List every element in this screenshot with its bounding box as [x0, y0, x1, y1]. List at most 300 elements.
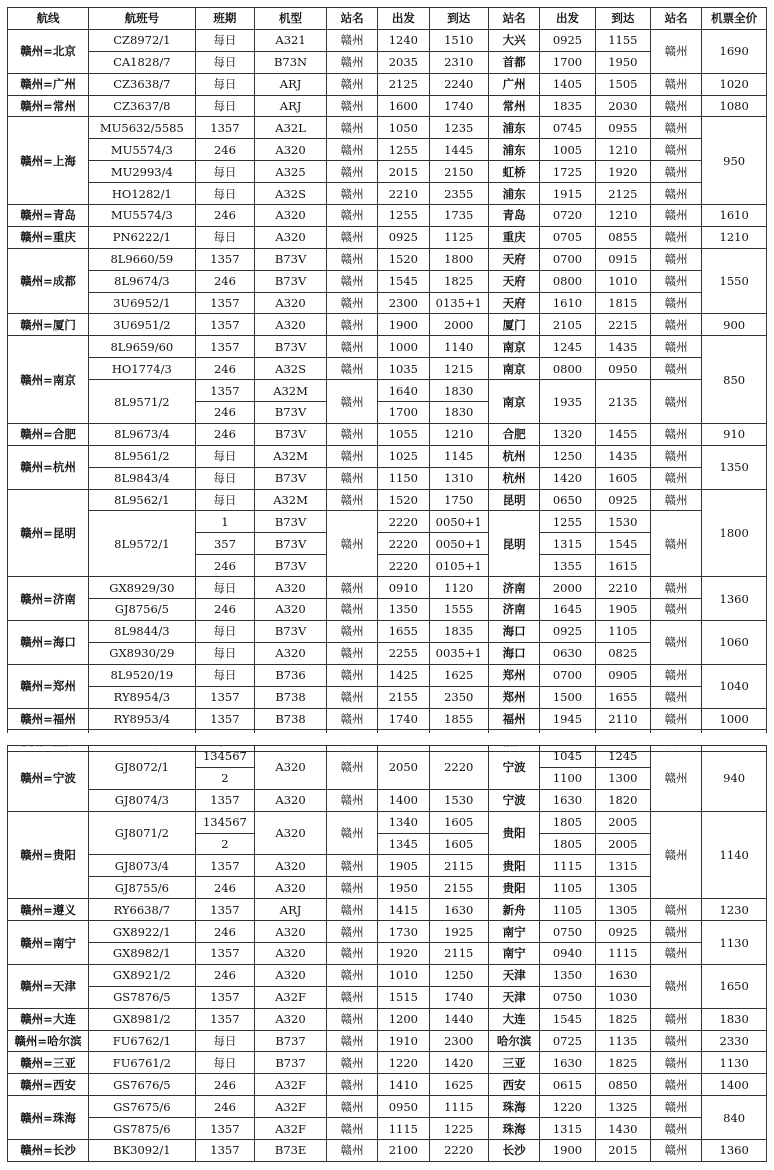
table-cell: 每日	[195, 577, 254, 599]
header-row	[8, 8, 767, 30]
table-cell: 赣州	[326, 599, 377, 621]
route-cell: 赣州=南宁	[8, 921, 89, 965]
table-cell: 1357	[195, 336, 254, 358]
table-cell: 1935	[540, 380, 595, 424]
table-row	[8, 270, 767, 292]
table-row	[8, 226, 767, 248]
table-cell: 0950	[595, 358, 650, 380]
table-row	[8, 423, 767, 445]
table-cell: 赣州	[326, 1008, 377, 1030]
table-cell: 1615	[595, 555, 650, 577]
table-row	[8, 1074, 767, 1096]
table-row	[8, 445, 767, 467]
table-cell: 赣州	[651, 943, 702, 965]
table-cell: 1605	[429, 833, 488, 855]
table-row	[8, 599, 767, 621]
table-cell: 赣州	[651, 467, 702, 489]
table-cell: 赣州	[326, 445, 377, 467]
table-cell: 1520	[378, 248, 429, 270]
table-cell: 1825	[595, 1008, 650, 1030]
table-cell: MU5574/3	[89, 205, 196, 227]
table-cell: FU6761/2	[89, 1052, 196, 1074]
table-cell: 1255	[540, 511, 595, 533]
table-cell: 赣州	[326, 899, 377, 921]
station-cell: 大兴	[489, 29, 540, 51]
table-cell: 1605	[595, 467, 650, 489]
table-cell: 0925	[540, 29, 595, 51]
table-row	[8, 29, 767, 51]
table-cell: 0955	[595, 117, 650, 139]
column-header: 机票全价	[702, 8, 767, 30]
table-cell: 0105+1	[429, 555, 488, 577]
table-cell: 赣州	[651, 183, 702, 205]
table-cell: 2310	[429, 51, 488, 73]
table-cell: 2300	[429, 1030, 488, 1052]
route-cell: 赣州=大连	[8, 1008, 89, 1030]
table-cell: 1920	[595, 161, 650, 183]
table-cell: 1357	[195, 708, 254, 730]
table-cell: 246	[195, 205, 254, 227]
table-cell: 1045	[540, 746, 595, 768]
table-cell: 赣州	[326, 986, 377, 1008]
table-cell: B73N	[255, 51, 327, 73]
table-cell: 赣州	[651, 489, 702, 511]
table-cell: 0850	[595, 1074, 650, 1096]
fare-cell: 1830	[702, 1008, 767, 1030]
table-cell: 1500	[540, 686, 595, 708]
table-cell: 1420	[429, 1052, 488, 1074]
table-cell: 2015	[595, 1140, 650, 1162]
table-cell: 1645	[540, 599, 595, 621]
table-cell: 1357	[195, 117, 254, 139]
table-cell: 赣州	[326, 1096, 377, 1118]
fare-cell: 1360	[702, 1140, 767, 1162]
table-cell: B73V	[255, 270, 327, 292]
station-cell: 浦东	[489, 183, 540, 205]
table-cell: ARJ	[255, 73, 327, 95]
station-cell: 天津	[489, 986, 540, 1008]
station-cell: 珠海	[489, 1096, 540, 1118]
table-cell: 每日	[195, 1030, 254, 1052]
table-row	[8, 117, 767, 139]
table-cell: A32F	[255, 1074, 327, 1096]
table-cell: 1355	[540, 555, 595, 577]
table-cell: 1415	[378, 899, 429, 921]
table-cell: GX8982/1	[89, 943, 196, 965]
table-cell: 0905	[595, 664, 650, 686]
route-cell: 赣州=贵阳	[8, 811, 89, 899]
table-cell: 8L9572/1	[89, 511, 196, 577]
column-header: 航班号	[89, 8, 196, 30]
table-cell: A320	[255, 855, 327, 877]
table-cell: 1605	[429, 811, 488, 833]
table-cell: 赣州	[326, 664, 377, 686]
table-cell: 1945	[540, 708, 595, 730]
station-cell: 天府	[489, 248, 540, 270]
table-cell: 每日	[195, 664, 254, 686]
table-cell: RY6638/7	[89, 899, 196, 921]
table-cell: 每日	[195, 29, 254, 51]
table-cell: 赣州	[651, 95, 702, 117]
table-cell: 1357	[195, 855, 254, 877]
table-cell: CZ3637/8	[89, 95, 196, 117]
table-cell: 1700	[378, 402, 429, 424]
table-cell: 2350	[429, 686, 488, 708]
table-cell: 1545	[540, 1008, 595, 1030]
table-row	[8, 921, 767, 943]
route-cell: 赣州=成都	[8, 248, 89, 314]
table-cell: 1545	[595, 533, 650, 555]
table-cell: 1530	[595, 511, 650, 533]
table-cell: 1150	[378, 467, 429, 489]
fare-cell: 1080	[702, 95, 767, 117]
column-header: 出发	[540, 8, 595, 30]
table-cell: 1145	[429, 445, 488, 467]
table-cell: 1815	[595, 292, 650, 314]
table-row	[8, 73, 767, 95]
table-cell: 赣州	[651, 686, 702, 708]
table-cell: A32F	[255, 1096, 327, 1118]
table-cell: A320	[255, 292, 327, 314]
table-cell: 2115	[429, 943, 488, 965]
table-row	[8, 1052, 767, 1074]
station-cell: 广州	[489, 73, 540, 95]
table-cell: B73V	[255, 620, 327, 642]
table-cell: A320	[255, 943, 327, 965]
table-cell: 赣州	[326, 270, 377, 292]
route-cell: 赣州=济南	[8, 577, 89, 621]
table-cell: 1357	[195, 789, 254, 811]
table-row	[8, 899, 767, 921]
table-cell: 赣州	[651, 161, 702, 183]
fare-cell: 1800	[702, 489, 767, 577]
table-cell: 246	[195, 877, 254, 899]
table-cell: 8L9660/59	[89, 248, 196, 270]
table-cell: 1000	[378, 336, 429, 358]
table-cell: 1255	[378, 205, 429, 227]
table-cell: B737	[255, 1052, 327, 1074]
table-cell: 1435	[595, 336, 650, 358]
fare-cell: 950	[702, 117, 767, 205]
table-cell: 1120	[429, 577, 488, 599]
table-cell: A320	[255, 789, 327, 811]
table-cell: 1105	[540, 877, 595, 899]
table-cell: 1440	[429, 1008, 488, 1030]
table-cell: A325	[255, 161, 327, 183]
table-cell: 1200	[378, 1008, 429, 1030]
table-cell: 赣州	[326, 511, 377, 577]
table-cell: 1050	[378, 117, 429, 139]
table-cell: 赣州	[651, 811, 702, 899]
table-cell: B73V	[255, 467, 327, 489]
table-cell: 8L9659/60	[89, 336, 196, 358]
fare-cell: 1000	[702, 708, 767, 730]
station-cell: 南京	[489, 380, 540, 424]
table-cell: 1315	[540, 1118, 595, 1140]
table-cell: 0925	[595, 489, 650, 511]
table-cell: 8L9571/2	[89, 380, 196, 424]
table-cell: 赣州	[651, 205, 702, 227]
station-cell: 天津	[489, 964, 540, 986]
table-cell: 赣州	[651, 746, 702, 812]
fare-cell: 910	[702, 423, 767, 445]
table-cell: 1825	[595, 1052, 650, 1074]
column-header: 到达	[429, 8, 488, 30]
table-cell: GX8929/30	[89, 577, 196, 599]
table-cell: 1210	[595, 139, 650, 161]
table-cell: B738	[255, 686, 327, 708]
table-cell: 0135+1	[429, 292, 488, 314]
column-header: 到达	[595, 8, 650, 30]
table-cell: 赣州	[326, 292, 377, 314]
table-cell: 赣州	[651, 921, 702, 943]
table-cell: 赣州	[326, 1052, 377, 1074]
station-cell: 宁波	[489, 746, 540, 790]
table-cell: 1630	[540, 789, 595, 811]
fare-cell: 1360	[702, 577, 767, 621]
table-cell: 赣州	[326, 1074, 377, 1096]
table-cell: 1750	[429, 489, 488, 511]
station-cell: 常州	[489, 95, 540, 117]
table-cell: 246	[195, 358, 254, 380]
table-cell: 赣州	[651, 620, 702, 664]
table-cell: 2155	[429, 877, 488, 899]
table-cell: 赣州	[326, 467, 377, 489]
table-cell: 8L9673/4	[89, 423, 196, 445]
table-cell: 1900	[378, 314, 429, 336]
table-cell: GS7675/6	[89, 1096, 196, 1118]
table-cell: GS7676/5	[89, 1074, 196, 1096]
station-cell: 浦东	[489, 139, 540, 161]
table-cell: 1655	[595, 686, 650, 708]
table-row	[8, 943, 767, 965]
table-row	[8, 964, 767, 986]
flight-schedule-table-1	[7, 7, 767, 752]
table-row	[8, 139, 767, 161]
table-cell: 0925	[378, 226, 429, 248]
route-cell: 赣州=昆明	[8, 489, 89, 577]
table-cell: 2000	[540, 577, 595, 599]
table-cell: 8L9843/4	[89, 467, 196, 489]
table-cell: 1445	[429, 139, 488, 161]
table-cell: 1315	[595, 855, 650, 877]
route-cell: 赣州=北京	[8, 29, 89, 73]
table-row	[8, 620, 767, 642]
route-cell: 赣州=青岛	[8, 205, 89, 227]
table-cell: 1030	[595, 986, 650, 1008]
table-cell: B73V	[255, 423, 327, 445]
table-cell: MU2993/4	[89, 161, 196, 183]
table-cell: A320	[255, 205, 327, 227]
table-cell: 1220	[378, 1052, 429, 1074]
table-cell: 1350	[540, 964, 595, 986]
fare-cell: 1020	[702, 73, 767, 95]
table-cell: 1725	[540, 161, 595, 183]
table-cell: 赣州	[651, 1008, 702, 1030]
table-cell: 0745	[540, 117, 595, 139]
table-cell: 赣州	[326, 943, 377, 965]
table-cell: 1905	[595, 599, 650, 621]
fare-cell: 1040	[702, 664, 767, 708]
table-cell: 8L9844/3	[89, 620, 196, 642]
table-cell: 赣州	[326, 1030, 377, 1052]
table-cell: 246	[195, 270, 254, 292]
table-cell: 赣州	[326, 161, 377, 183]
table-cell: 1357	[195, 380, 254, 402]
table-cell: A32M	[255, 380, 327, 402]
route-cell: 赣州=福州	[8, 708, 89, 730]
table-cell: 8L9520/19	[89, 664, 196, 686]
table-cell: 2035	[378, 51, 429, 73]
table-cell: 赣州	[651, 577, 702, 599]
fare-cell: 2330	[702, 1030, 767, 1052]
table-cell: A320	[255, 877, 327, 899]
station-cell: 大连	[489, 1008, 540, 1030]
route-cell: 赣州=海口	[8, 620, 89, 664]
table-row	[8, 664, 767, 686]
table-cell: 1340	[378, 811, 429, 833]
table-cell: 1530	[429, 789, 488, 811]
route-cell: 赣州=南京	[8, 336, 89, 424]
table-cell: RY8953/4	[89, 708, 196, 730]
table-cell: 1510	[429, 29, 488, 51]
table-row	[8, 336, 767, 358]
table-cell: 0035+1	[429, 642, 488, 664]
table-cell: 赣州	[326, 855, 377, 877]
table-cell: A320	[255, 139, 327, 161]
station-cell: 青岛	[489, 205, 540, 227]
route-cell: 赣州=郑州	[8, 664, 89, 708]
table-cell: 赣州	[326, 1118, 377, 1140]
table-cell: 2255	[378, 642, 429, 664]
table-cell: 0950	[378, 1096, 429, 1118]
table-cell: 246	[195, 599, 254, 621]
fare-cell: 1130	[702, 1052, 767, 1074]
table-cell: 赣州	[651, 248, 702, 270]
table-cell: 2210	[595, 577, 650, 599]
table-cell: 1345	[378, 833, 429, 855]
table-cell: 1105	[540, 899, 595, 921]
table-cell: 2220	[378, 555, 429, 577]
table-cell: 1357	[195, 248, 254, 270]
table-cell: 1320	[540, 423, 595, 445]
station-cell: 昆明	[489, 511, 540, 577]
table-cell: B73V	[255, 402, 327, 424]
fare-cell: 1130	[702, 921, 767, 965]
table-row	[8, 708, 767, 730]
table-cell: 1210	[429, 423, 488, 445]
table-row	[8, 205, 767, 227]
table-cell: 1155	[595, 29, 650, 51]
table-separator	[7, 733, 767, 745]
table-cell: 1630	[540, 1052, 595, 1074]
table-cell: 134567	[195, 746, 254, 768]
station-cell: 哈尔滨	[489, 1030, 540, 1052]
table-cell: 2000	[429, 314, 488, 336]
table-cell: 1115	[429, 1096, 488, 1118]
table-cell: A32L	[255, 117, 327, 139]
table-cell: 1835	[429, 620, 488, 642]
table-cell: 1357	[195, 686, 254, 708]
station-cell: 海口	[489, 642, 540, 664]
table-cell: 2215	[595, 314, 650, 336]
table-cell: 1855	[429, 708, 488, 730]
table-cell: A32M	[255, 445, 327, 467]
station-cell: 厦门	[489, 314, 540, 336]
table-row	[8, 511, 767, 533]
table-cell: A320	[255, 746, 327, 790]
table-cell: 246	[195, 423, 254, 445]
table-cell: 0050+1	[429, 533, 488, 555]
route-cell: 赣州=珠海	[8, 1096, 89, 1140]
station-cell: 珠海	[489, 1118, 540, 1140]
table-cell: 赣州	[326, 205, 377, 227]
station-cell: 贵阳	[489, 855, 540, 877]
table-cell: 1455	[595, 423, 650, 445]
table-cell: GS7875/6	[89, 1118, 196, 1140]
table-cell: 1357	[195, 1008, 254, 1030]
table-cell: 1210	[595, 205, 650, 227]
table-cell: 2150	[429, 161, 488, 183]
table-cell: 8L9674/3	[89, 270, 196, 292]
table-cell: 1245	[540, 336, 595, 358]
table-cell: 1215	[429, 358, 488, 380]
table-cell: 1240	[378, 29, 429, 51]
table-cell: 0050+1	[429, 511, 488, 533]
table-cell: 2015	[378, 161, 429, 183]
table-cell: 1830	[429, 402, 488, 424]
table-cell: A32F	[255, 986, 327, 1008]
column-header: 站名	[326, 8, 377, 30]
route-cell: 赣州=遵义	[8, 899, 89, 921]
table-cell: 2155	[378, 686, 429, 708]
table-cell: 2110	[595, 708, 650, 730]
column-header: 站名	[651, 8, 702, 30]
table-cell: 每日	[195, 161, 254, 183]
route-cell: 赣州=西安	[8, 1074, 89, 1096]
station-cell: 天府	[489, 292, 540, 314]
table-cell: 1910	[378, 1030, 429, 1052]
table-cell: 每日	[195, 620, 254, 642]
table-cell: 1740	[378, 708, 429, 730]
station-cell: 海口	[489, 620, 540, 642]
station-cell: 郑州	[489, 686, 540, 708]
table-cell: 每日	[195, 95, 254, 117]
table-cell: 1350	[378, 599, 429, 621]
column-header: 航线	[8, 8, 89, 30]
table-cell: 赣州	[651, 1140, 702, 1162]
table-cell: 3U6952/1	[89, 292, 196, 314]
fare-cell: 1400	[702, 1074, 767, 1096]
table-cell: 2355	[429, 183, 488, 205]
table-cell: 1920	[378, 943, 429, 965]
table-cell: HO1282/1	[89, 183, 196, 205]
table-cell: GX8922/1	[89, 921, 196, 943]
table-cell: 2050	[378, 746, 429, 790]
station-cell: 贵阳	[489, 877, 540, 899]
table-cell: 2220	[429, 1140, 488, 1162]
table-cell: 1625	[429, 664, 488, 686]
station-cell: 重庆	[489, 226, 540, 248]
table-cell: 赣州	[651, 139, 702, 161]
route-cell: 赣州=哈尔滨	[8, 1030, 89, 1052]
table-cell: 0855	[595, 226, 650, 248]
table-cell: B73V	[255, 533, 327, 555]
table-cell: 2005	[595, 833, 650, 855]
fare-cell: 1230	[702, 899, 767, 921]
table-cell: 1405	[540, 73, 595, 95]
column-header: 机型	[255, 8, 327, 30]
